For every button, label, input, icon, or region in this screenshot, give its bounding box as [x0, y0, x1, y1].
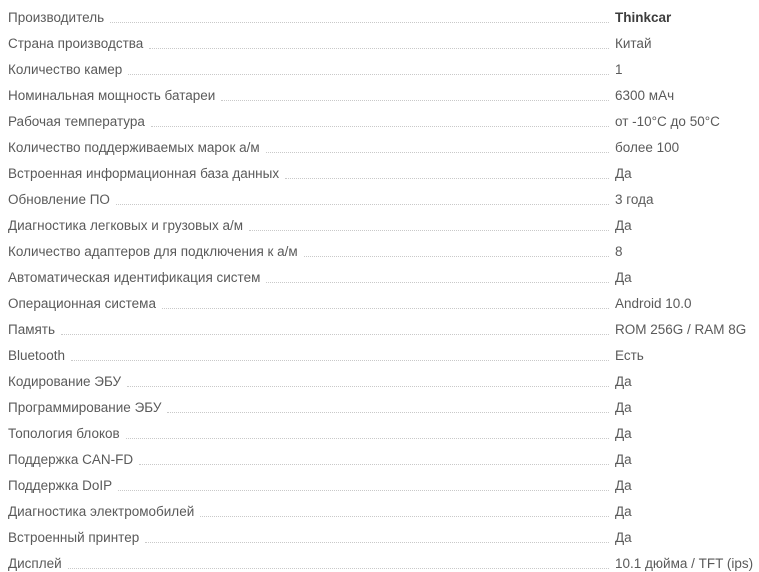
table-row: [0, 286, 759, 312]
spec-value: Да: [615, 218, 632, 233]
spec-label-cell: [0, 312, 613, 338]
label-wrap: [0, 87, 613, 104]
spec-label: Дисплей: [0, 555, 68, 572]
spec-label-cell: [0, 104, 613, 130]
label-wrap: [0, 269, 613, 286]
spec-label-cell: [0, 520, 613, 546]
label-wrap: [0, 425, 613, 442]
spec-label-cell: [0, 416, 613, 442]
spec-label: Автоматическая идентификация систем: [0, 269, 266, 286]
table-row: [0, 468, 759, 494]
dotted-leader: [68, 556, 609, 569]
dotted-leader: [127, 374, 609, 387]
spec-label: Диагностика легковых и грузовых а/м: [0, 217, 249, 234]
table-row: [0, 390, 759, 416]
spec-value-cell: [613, 468, 759, 494]
dotted-leader: [162, 296, 609, 309]
spec-label: Диагностика электромобилей: [0, 503, 200, 520]
table-row: [0, 130, 759, 156]
label-wrap: [0, 243, 613, 260]
dotted-leader: [266, 140, 609, 153]
spec-value: 10.1 дюйма / TFT (ips): [615, 556, 754, 571]
spec-value: 1: [615, 62, 623, 77]
spec-label-cell: [0, 494, 613, 520]
spec-value: Китай: [615, 36, 652, 51]
spec-value: Есть: [615, 348, 644, 363]
label-wrap: [0, 555, 613, 572]
table-row: [0, 156, 759, 182]
dotted-leader: [139, 452, 609, 465]
spec-value: более 100: [615, 140, 680, 155]
spec-value-cell: [613, 208, 759, 234]
label-wrap: [0, 529, 613, 546]
dotted-leader: [200, 504, 609, 517]
spec-value: Да: [615, 426, 632, 441]
spec-value-cell: [613, 442, 759, 468]
spec-label-cell: [0, 156, 613, 182]
dotted-leader: [221, 88, 609, 101]
spec-value-cell: [613, 416, 759, 442]
spec-label: Операционная система: [0, 295, 162, 312]
spec-label: Поддержка DoIP: [0, 477, 118, 494]
table-row: [0, 546, 759, 572]
table-row: [0, 260, 759, 286]
table-row: [0, 520, 759, 546]
spec-label: Страна производства: [0, 35, 149, 52]
spec-label-cell: [0, 52, 613, 78]
table-row: [0, 52, 759, 78]
label-wrap: [0, 165, 613, 182]
spec-value: Да: [615, 452, 632, 467]
dotted-leader: [249, 218, 609, 231]
table-row: [0, 234, 759, 260]
spec-value-cell: [613, 104, 759, 130]
spec-value-cell: [613, 26, 759, 52]
table-row: [0, 442, 759, 468]
spec-value-cell: [613, 338, 759, 364]
spec-label: Количество поддерживаемых марок а/м: [0, 139, 266, 156]
spec-label: Производитель: [0, 9, 110, 26]
dotted-leader: [61, 322, 609, 335]
dotted-leader: [128, 62, 609, 75]
spec-label: Рабочая температура: [0, 113, 151, 130]
label-wrap: [0, 139, 613, 156]
spec-value-cell: [613, 156, 759, 182]
table-row: [0, 26, 759, 52]
spec-value: Thinkcar: [615, 10, 672, 25]
spec-value: Да: [615, 166, 632, 181]
spec-value-cell: [613, 390, 759, 416]
label-wrap: [0, 217, 613, 234]
spec-label: Программирование ЭБУ: [0, 399, 167, 416]
spec-label-cell: [0, 208, 613, 234]
table-row: [0, 312, 759, 338]
label-wrap: [0, 191, 613, 208]
spec-label-cell: [0, 234, 613, 260]
spec-label-cell: [0, 338, 613, 364]
table-row: [0, 416, 759, 442]
dotted-leader: [116, 192, 609, 205]
spec-label: Количество адаптеров для подключения к а/м: [0, 243, 304, 260]
spec-label-cell: [0, 260, 613, 286]
dotted-leader: [285, 166, 609, 179]
spec-label: Память: [0, 321, 61, 338]
label-wrap: [0, 295, 613, 312]
spec-value-cell: [613, 546, 759, 572]
spec-value-cell: [613, 78, 759, 104]
spec-label-cell: [0, 442, 613, 468]
label-wrap: [0, 451, 613, 468]
table-row: [0, 104, 759, 130]
spec-value-cell: [613, 182, 759, 208]
spec-value: Android 10.0: [615, 296, 692, 311]
spec-label: Поддержка CAN-FD: [0, 451, 139, 468]
spec-label: Топология блоков: [0, 425, 126, 442]
spec-label: Номинальная мощность батареи: [0, 87, 221, 104]
table-row: [0, 494, 759, 520]
table-row: [0, 182, 759, 208]
spec-value-cell: [613, 52, 759, 78]
spec-value-cell: [613, 130, 759, 156]
dotted-leader: [266, 270, 609, 283]
dotted-leader: [126, 426, 609, 439]
label-wrap: [0, 35, 613, 52]
spec-value-cell: [613, 494, 759, 520]
spec-value: 3 года: [615, 192, 654, 207]
spec-value: 6300 мАч: [615, 88, 675, 103]
spec-value: от -10°С до 50°С: [615, 114, 720, 129]
spec-value: Да: [615, 504, 632, 519]
label-wrap: [0, 503, 613, 520]
spec-value: Да: [615, 530, 632, 545]
dotted-leader: [151, 114, 609, 127]
table-row: [0, 0, 759, 26]
spec-value-cell: [613, 234, 759, 260]
spec-label-cell: [0, 468, 613, 494]
spec-value-cell: [613, 520, 759, 546]
spec-label: Количество камер: [0, 61, 128, 78]
table-row: [0, 78, 759, 104]
dotted-leader: [167, 400, 609, 413]
spec-label-cell: [0, 364, 613, 390]
spec-label: Встроенная информационная база данных: [0, 165, 285, 182]
spec-label-cell: [0, 390, 613, 416]
spec-value-cell: [613, 286, 759, 312]
spec-value: ROM 256G / RAM 8G: [615, 322, 747, 337]
label-wrap: [0, 373, 613, 390]
spec-label: Кодирование ЭБУ: [0, 373, 127, 390]
dotted-leader: [110, 10, 609, 23]
dotted-leader: [118, 478, 609, 491]
spec-value-cell: [613, 364, 759, 390]
dotted-leader: [71, 348, 609, 361]
label-wrap: [0, 321, 613, 338]
spec-label-cell: [0, 130, 613, 156]
dotted-leader: [149, 36, 609, 49]
spec-value-cell: [613, 260, 759, 286]
label-wrap: [0, 477, 613, 494]
label-wrap: [0, 9, 613, 26]
spec-value: Да: [615, 478, 632, 493]
spec-value: Да: [615, 374, 632, 389]
label-wrap: [0, 347, 613, 364]
spec-value-cell: [613, 0, 759, 26]
spec-value-cell: [613, 312, 759, 338]
table-row: [0, 338, 759, 364]
spec-value: Да: [615, 270, 632, 285]
table-row: [0, 364, 759, 390]
spec-label-cell: [0, 286, 613, 312]
spec-label: Встроенный принтер: [0, 529, 145, 546]
dotted-leader: [304, 244, 609, 257]
label-wrap: [0, 399, 613, 416]
spec-label-cell: [0, 78, 613, 104]
label-wrap: [0, 113, 613, 130]
spec-label-cell: [0, 182, 613, 208]
spec-label: Обновление ПО: [0, 191, 116, 208]
spec-label-cell: [0, 26, 613, 52]
spec-label-cell: [0, 546, 613, 572]
spec-value: 8: [615, 244, 623, 259]
spec-label-cell: [0, 0, 613, 26]
spec-value: Да: [615, 400, 632, 415]
spec-label: Bluetooth: [0, 347, 71, 364]
table-row: [0, 208, 759, 234]
label-wrap: [0, 61, 613, 78]
dotted-leader: [145, 530, 609, 543]
